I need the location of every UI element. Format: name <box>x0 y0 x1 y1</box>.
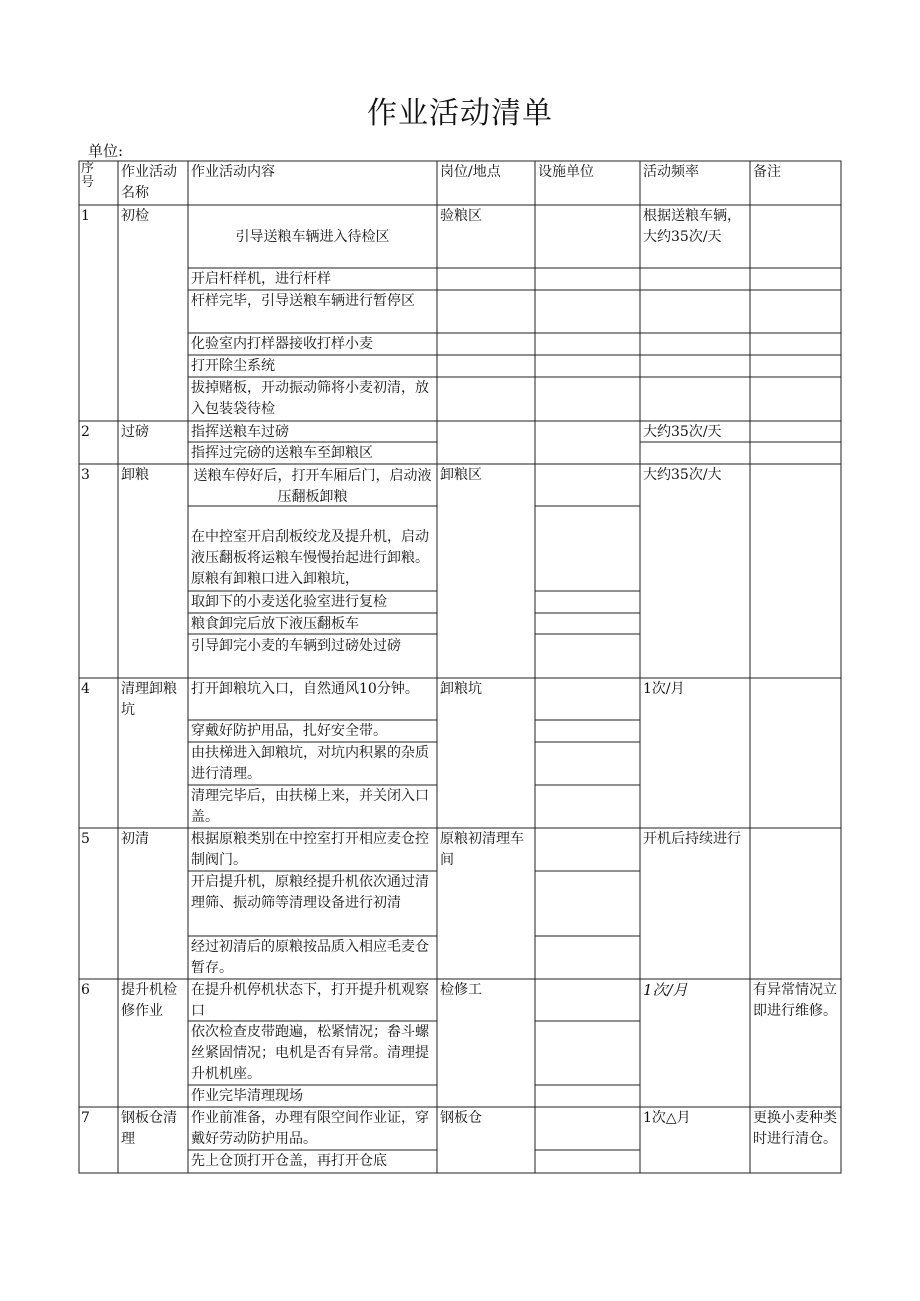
header-remark: 备注 <box>753 164 781 180</box>
group-1-frequency: 根据送粮车辆，大约35次/天 <box>643 208 741 245</box>
group-5-frequency: 开机后持续进行 <box>643 831 741 847</box>
header-frequency: 活动频率 <box>643 164 699 180</box>
header-post: 岗位/地点 <box>440 164 501 180</box>
group-5-name: 初清 <box>121 831 149 847</box>
group-6-seq: 6 <box>81 982 90 998</box>
group-1-step-5: 打开除尘系统 <box>191 358 275 374</box>
group-5-step-1: 根据原粮类别在中控室打开相应麦仓控制阀门。 <box>191 831 429 868</box>
group-1-name: 初检 <box>121 208 149 224</box>
group-5-seq: 5 <box>81 831 90 847</box>
header-seq: 序号 <box>81 161 95 190</box>
group-2-step-2: 指挥过完磅的送粮车至卸粮区 <box>191 445 373 461</box>
group-3-post: 卸粮区 <box>440 467 482 483</box>
group-6-post: 检修工 <box>440 982 482 998</box>
group-4-frequency: 1次/月 <box>643 681 685 697</box>
header-content: 作业活动内容 <box>191 164 275 180</box>
group-5-step-3: 经过初清后的原粮按品质入相应毛麦仓暂存。 <box>191 939 429 976</box>
group-1-step-1: 引导送粮车辆进入待检区 <box>235 229 390 245</box>
group-4-step-3: 由扶梯进入卸粮坑，对坑内积累的杂质进行清理。 <box>191 745 429 782</box>
group-5-post: 原粮初清理车间 <box>440 831 524 868</box>
group-6-remark: 有异常情况立即进行维修。 <box>753 982 837 1019</box>
group-2-seq: 2 <box>81 424 90 440</box>
group-6-name: 提升机检修作业 <box>121 982 177 1019</box>
group-3-step-2: 在中控室开启刮板绞龙及提升机，启动液压翻板将运粮车慢慢抬起进行卸粮。原粮有卸粮口进入卸粮坑， <box>191 529 429 587</box>
group-5-step-2: 开启提升机，原粮经提升机依次通过清理筛、振动筛等清理设备进行初清 <box>191 874 429 911</box>
group-6-frequency: 1次/月 <box>643 981 688 999</box>
group-3-step-1: 送粮车停好后，打开车厢后门，启动液压翻板卸粮 <box>193 468 432 505</box>
group-3-step-4: 粮食卸完后放下液压翻板车 <box>191 616 359 632</box>
unit-label: 单位: <box>88 142 124 160</box>
group-7-frequency: 1次△月 <box>643 1110 691 1126</box>
group-3-frequency: 大约35次/大 <box>643 467 722 483</box>
group-1-seq: 1 <box>81 208 90 224</box>
group-1-step-6: 拔掉赌板，开动振动筛将小麦初清，放入包装袋待检 <box>191 380 429 417</box>
group-6-step-2: 依次检查皮带跑遍，松紧情况；畚斗螺丝紧固情况；电机是否有异常。清理提升机机座。 <box>191 1024 429 1082</box>
header-name: 作业活动名称 <box>121 164 177 201</box>
group-4-post: 卸粮坑 <box>440 681 482 697</box>
group-1-post: 验粮区 <box>440 208 482 224</box>
document-title: 作业活动清单 <box>367 96 553 131</box>
group-3-seq: 3 <box>81 467 90 483</box>
group-6-step-1: 在提升机停机状态下，打开提升机观察口 <box>191 982 429 1019</box>
group-3-step-5: 引导卸完小麦的车辆到过磅处过磅 <box>191 638 401 654</box>
group-3-step-3: 取卸下的小麦送化验室进行复检 <box>191 594 387 610</box>
group-1-step-3: 杆样完毕，引导送粮车辆进行暂停区 <box>191 293 415 309</box>
group-3-name: 卸粮 <box>121 467 149 483</box>
group-4-name: 清理卸粮坑 <box>121 681 177 718</box>
group-7-remark: 更换小麦种类时进行清仓。 <box>753 1110 837 1147</box>
group-4-step-2: 穿戴好防护用品，扎好安全带。 <box>191 723 387 739</box>
group-7-step-2: 先上仓顶打开仓盖，再打开仓底 <box>191 1153 387 1169</box>
header-facility: 设施单位 <box>538 164 594 180</box>
group-2-name: 过磅 <box>121 424 149 440</box>
group-7-seq: 7 <box>81 1110 90 1126</box>
group-4-step-1: 打开卸粮坑入口，自然通风10分钟。 <box>191 681 419 697</box>
group-1-step-4: 化验室内打样器接收打样小麦 <box>191 336 373 352</box>
group-7-name: 钢板仓清理 <box>121 1110 177 1147</box>
group-2-step-1: 指挥送粮车过磅 <box>191 424 289 440</box>
group-7-post: 钢板仓 <box>440 1110 482 1126</box>
group-6-step-3: 作业完毕清理现场 <box>191 1088 303 1104</box>
group-1-step-2: 开启杆样机，进行杆样 <box>191 271 331 287</box>
group-4-step-4: 清理完毕后，由扶梯上来，并关闭入口盖。 <box>191 788 429 825</box>
group-7-step-1: 作业前准备，办理有限空间作业证，穿戴好劳动防护用品。 <box>191 1110 429 1147</box>
group-2-frequency: 大约35次/天 <box>643 424 722 440</box>
group-4-seq: 4 <box>81 681 90 697</box>
